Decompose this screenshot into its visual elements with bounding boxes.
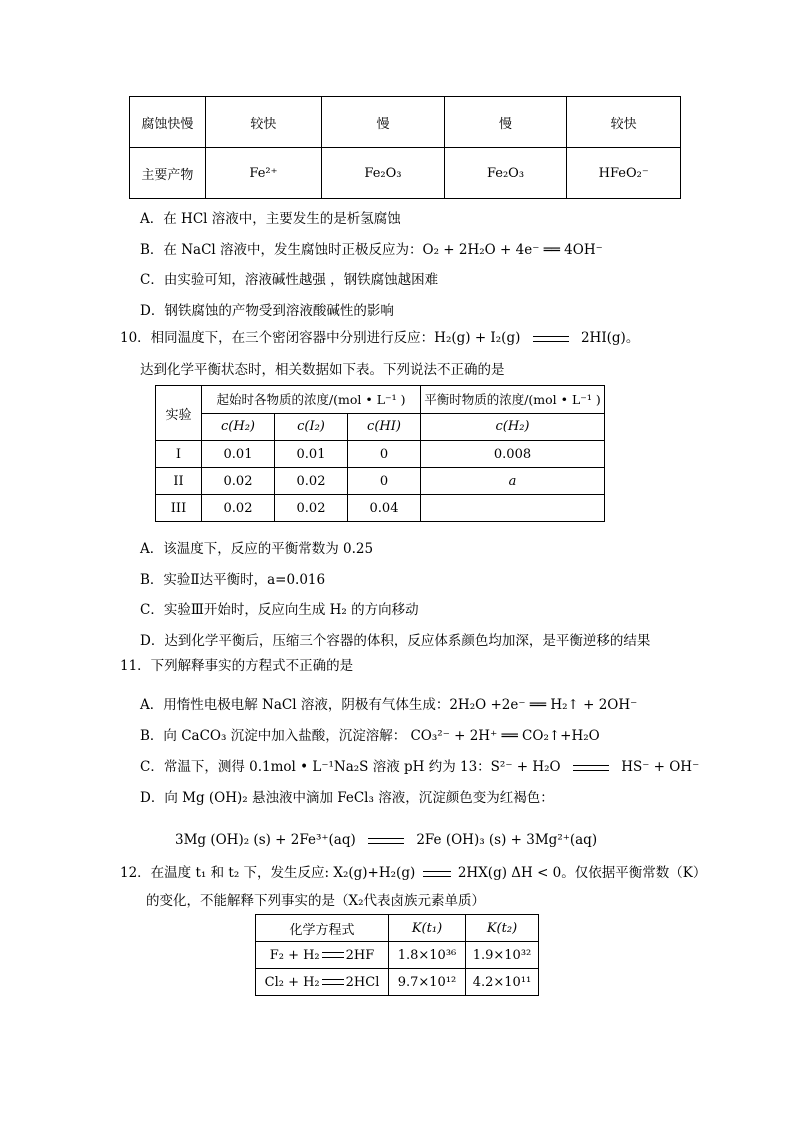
subheader-cell: c(H₂) <box>202 413 275 441</box>
table-cell: 0.02 <box>275 495 348 522</box>
q9-option-b: B．在 NaCl 溶液中，发生腐蚀时正极反应为：O₂ + 2H₂O + 4e⁻ ══ 4OH⁻ <box>140 242 603 258</box>
equation-left: Cl₂ + H₂ <box>264 974 320 990</box>
table-subheader-row <box>156 413 605 441</box>
table-cell: 0.01 <box>275 441 348 468</box>
q10-stem-suffix: 2HI(g)。 <box>580 330 640 346</box>
header-k-t1: K(t₁) <box>389 915 466 942</box>
table-row <box>256 969 539 996</box>
equilibrium-arrow-icon <box>423 869 451 879</box>
q12-stem-b: 2HX(g) ΔH < 0。仅依据平衡常数（K） <box>457 865 707 881</box>
q11-option-c-prefix: C．常温下，测得 0.1mol • L⁻¹Na₂S 溶液 pH 约为 13：S²⁻ + H₂O <box>140 759 561 775</box>
row-label: 主要产物 <box>130 148 206 199</box>
q11-option-b: B．向 CaCO₃ 沉淀中加入盐酸，沉淀溶解： CO₃²⁻ + 2H⁺ ══ CO₂↑+H₂O <box>140 728 600 744</box>
experiment-id: II <box>156 468 202 495</box>
subheader-cell: c(HI) <box>348 413 421 441</box>
row-label: 腐蚀快慢 <box>130 97 206 148</box>
table-cell: a <box>421 468 605 495</box>
table-row <box>130 148 681 199</box>
equation-right: 2HF <box>345 947 375 963</box>
experiment-id: III <box>156 495 202 522</box>
table-cell: 4.2×10¹¹ <box>466 969 539 996</box>
table-header-row <box>256 915 539 942</box>
q12-stem-line2: 的变化，不能解释下列事实的是（X₂代表卤族元素单质） <box>146 893 486 909</box>
table-cell: Fe₂O₃ <box>322 148 445 199</box>
q11-option-a: A．用惰性电极电解 NaCl 溶液，阴极有气体生成：2H₂O +2e⁻ ══ H₂↑ + 2OH⁻ <box>140 697 638 713</box>
equation-right: 2HCl <box>345 974 380 990</box>
table-cell <box>421 495 605 522</box>
q9-option-a: A．在 HCl 溶液中，主要发生的是析氢腐蚀 <box>140 211 401 227</box>
q11-option-d: D．向 Mg (OH)₂ 悬浊液中滴加 FeCl₃ 溶液，沉淀颜色变为红褐色： <box>140 790 554 806</box>
header-equation: 化学方程式 <box>256 915 389 942</box>
equation-left: 3Mg (OH)₂ (s) + 2Fe³⁺(aq) <box>175 832 356 848</box>
q12-stem-line1 <box>120 861 706 881</box>
table-cell: 0 <box>348 468 421 495</box>
corrosion-table <box>129 96 681 199</box>
table-cell: 较快 <box>205 97 322 148</box>
q11-option-c <box>140 755 699 775</box>
table-cell: Fe₂O₃ <box>444 148 567 199</box>
table-cell: 1.9×10³² <box>466 942 539 969</box>
q11-equation <box>175 832 597 848</box>
q9-option-d: D．钢铁腐蚀的产物受到溶液酸碱性的影响 <box>140 303 394 319</box>
q10-stem-line2: 达到化学平衡状态时，相关数据如下表。下列说法不正确的是 <box>140 362 505 378</box>
table-row <box>256 942 539 969</box>
q10-data-table <box>155 385 605 522</box>
subheader-cell: c(I₂) <box>275 413 348 441</box>
table-header-row <box>156 386 605 414</box>
q11-option-c-suffix: HS⁻ + OH⁻ <box>621 759 700 775</box>
table-cell: 0.008 <box>421 441 605 468</box>
table-cell: 0.02 <box>202 468 275 495</box>
q10-option-b: B．实验Ⅱ达平衡时，a=0.016 <box>140 572 326 588</box>
q10-option-a: A．该温度下，反应的平衡常数为 0.25 <box>140 541 374 557</box>
table-cell: 0.02 <box>202 495 275 522</box>
subheader-cell: c(H₂) <box>421 413 605 441</box>
q10-stem-prefix: 10．相同温度下，在三个密闭容器中分别进行反应：H₂(g) + I₂(g) <box>120 330 521 346</box>
equation-cell <box>256 942 389 969</box>
table-cell: 0.02 <box>275 468 348 495</box>
table-cell: HFeO₂⁻ <box>567 148 681 199</box>
q10-option-c: C．实验Ⅲ开始时，反应向生成 H₂ 的方向移动 <box>140 602 419 618</box>
q10-stem-line1 <box>120 326 639 346</box>
equilibrium-arrow-icon <box>573 763 609 773</box>
table-cell: 1.8×10³⁶ <box>389 942 466 969</box>
header-experiment: 实验 <box>156 386 202 441</box>
table-row <box>156 495 605 522</box>
table-row <box>156 468 605 495</box>
table-cell: Fe²⁺ <box>205 148 322 199</box>
table-cell: 9.7×10¹² <box>389 969 466 996</box>
header-equilibrium: 平衡时物质的浓度/(mol • L⁻¹ ) <box>421 386 605 414</box>
header-initial: 起始时各物质的浓度/(mol • L⁻¹ ) <box>202 386 421 414</box>
table-cell: 慢 <box>444 97 567 148</box>
table-cell: 0 <box>348 441 421 468</box>
equation-right: 2Fe (OH)₃ (s) + 3Mg²⁺(aq) <box>416 832 598 848</box>
table-row <box>130 97 681 148</box>
table-cell: 较快 <box>567 97 681 148</box>
q11-stem: 11．下列解释事实的方程式不正确的是 <box>120 658 354 674</box>
equilibrium-arrow-icon <box>368 836 404 846</box>
table-cell: 慢 <box>322 97 445 148</box>
equilibrium-arrow-icon <box>533 334 569 344</box>
table-cell: 0.04 <box>348 495 421 522</box>
table-cell: 0.01 <box>202 441 275 468</box>
equation-cell <box>256 969 389 996</box>
q9-option-c: C．由实验可知，溶液碱性越强 ，钢铁腐蚀越困难 <box>140 272 439 288</box>
q12-constants-table <box>255 914 539 996</box>
equation-left: F₂ + H₂ <box>269 947 320 963</box>
equilibrium-arrow-icon <box>322 950 344 960</box>
q10-option-d: D．达到化学平衡后，压缩三个容器的体积，反应体系颜色均加深，是平衡逆移的结果 <box>140 633 651 649</box>
q12-stem-a: 12．在温度 t₁ 和 t₂ 下，发生反应: X₂(g)+H₂(g) <box>120 865 416 881</box>
table-row <box>156 441 605 468</box>
equilibrium-arrow-icon <box>322 977 344 987</box>
experiment-id: I <box>156 441 202 468</box>
header-k-t2: K(t₂) <box>466 915 539 942</box>
